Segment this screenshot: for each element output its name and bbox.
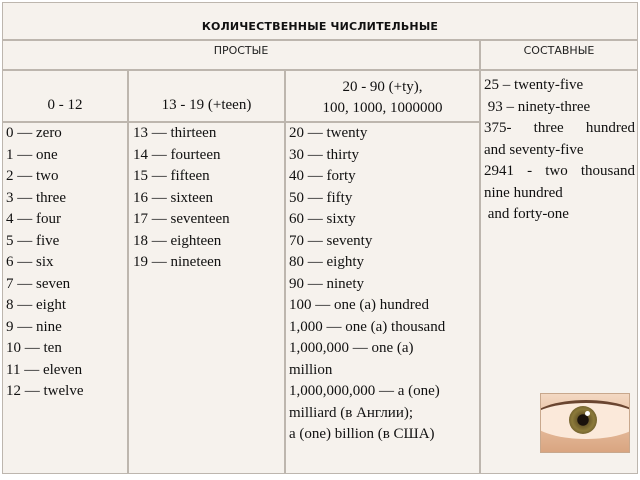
list-item: nine hundred [484, 184, 563, 201]
list-item: 40 — forty [289, 168, 356, 184]
list-item: 19 — nineteen [133, 254, 222, 270]
list-item: 93 – ninety-three [484, 98, 591, 115]
list-item: 3 — three [6, 189, 66, 206]
list-item: 375- three hundred [484, 120, 635, 136]
iris-shape [569, 406, 597, 434]
column-0-12 [2, 122, 128, 474]
list-item: 6 — six [6, 254, 54, 270]
list-item: 0 — zero [6, 125, 62, 141]
list-item: 1,000,000,000 — a (one) [289, 383, 440, 399]
column-header-20-90-line2: 100, 1000, 1000000 [322, 100, 443, 116]
column-13-19 [128, 122, 285, 474]
list-item: 1 — one [6, 146, 58, 163]
column-header-13-19: 13 - 19 (+teen) [128, 70, 285, 122]
column-20-90 [285, 122, 480, 474]
list-item: 80 — eighty [289, 254, 364, 270]
list-item: 30 — thirty [289, 146, 359, 163]
list-item: 100 — one (a) hundred [289, 297, 429, 313]
list-item: million [289, 361, 333, 378]
eye-photo-icon [540, 393, 630, 453]
list-item: 1,000,000 — one (a) [289, 340, 414, 356]
group-header-compound: СОСТАВНЫЕ [480, 40, 638, 70]
list-item: 4 — four [6, 211, 61, 227]
list-item: 18 — eighteen [133, 232, 222, 249]
list-item: a (one) billion (в США) [289, 426, 435, 442]
list-item: 2941 - two thousand [484, 163, 635, 179]
list-item: 7 — seven [6, 275, 71, 292]
list-item: 10 — ten [6, 340, 62, 356]
list-item: 90 — ninety [289, 275, 364, 292]
list-item: 5 — five [6, 232, 60, 249]
list-item: and forty-one [484, 206, 569, 222]
column-header-20-90-line1: 20 - 90 (+ty), [342, 79, 423, 95]
list-item: 12 — twelve [6, 383, 84, 399]
list-item: 11 — eleven [6, 361, 83, 378]
list-item: 70 — seventy [289, 232, 373, 249]
list-item: 1,000 — one (a) thousand [289, 318, 446, 335]
group-header-simple: ПРОСТЫЕ [2, 40, 480, 70]
list-item: 20 — twenty [289, 125, 368, 141]
column-header-0-12: 0 - 12 [2, 70, 128, 122]
eye-glint [585, 411, 590, 416]
list-item: milliard (в Англии); [289, 404, 414, 421]
list-item: 17 — seventeen [133, 211, 230, 227]
list-item: 14 — fourteen [133, 146, 221, 163]
list-item: 25 – twenty-five [484, 77, 584, 93]
column-header-20-90 [285, 70, 480, 122]
list-item: 8 — eight [6, 297, 66, 313]
list-item: 2 — two [6, 168, 59, 184]
list-item: 50 — fifty [289, 189, 353, 206]
list-item: 13 — thirteen [133, 125, 217, 141]
list-item: and seventy-five [484, 141, 584, 158]
list-item: 16 — sixteen [133, 189, 213, 206]
table-title: КОЛИЧЕСТВЕННЫЕ ЧИСЛИТЕЛЬНЫЕ [2, 2, 638, 40]
list-item: 9 — nine [6, 318, 62, 335]
list-item: 15 — fifteen [133, 168, 210, 184]
list-item: 60 — sixty [289, 211, 356, 227]
